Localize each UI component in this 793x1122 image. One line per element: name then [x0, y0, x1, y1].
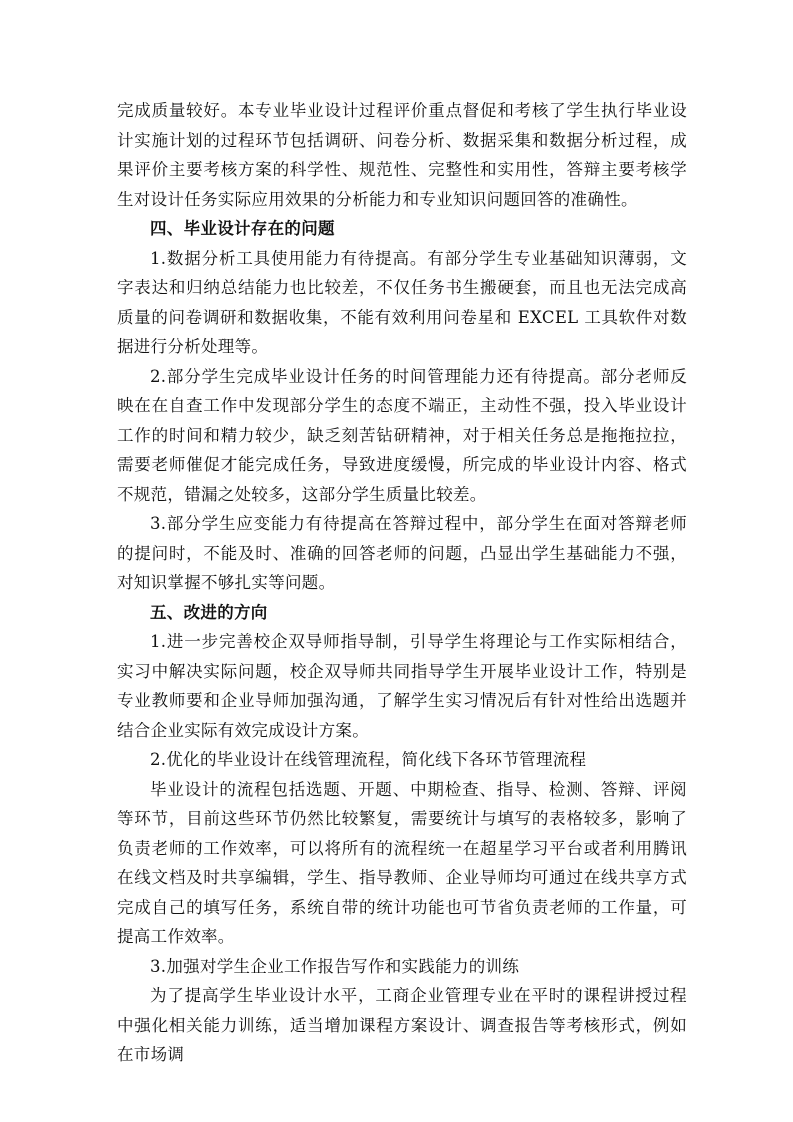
paragraph: 3.加强对学生企业工作报告写作和实践能力的训练 [150, 956, 520, 976]
section-heading: 四、毕业设计存在的问题 [150, 219, 335, 238]
document-body [117, 96, 687, 1070]
paragraph: 毕业设计的流程包括选题、开题、中期检查、指导、检测、答辩、评阅等环节，目前这些环节仍然比较繁复，需要统计与填写的表格较多，影响了负责老师的工作效率，可以将所有的流程统一在超星学习平台或者利用腾讯在线文档及时共享编辑，学生、指导教师、企业导师均可通过在线共享方式完成自己的填写任务，系统自带的统计功能也可节省负责老师的工作量，可提高工作效率。 [117, 779, 687, 946]
paragraph: 1.数据分析工具使用能力有待提高。有部分学生专业基础知识薄弱，文字表达和归纳总结能力也比较差，不仅任务书生搬硬套，而且也无法完成高质量的问卷调研和数据收集，不能有效利用问卷星和 EXCEL 工具软件对数据进行分析处理等。 [117, 248, 687, 356]
paragraph: 1.进一步完善校企双导师指导制，引导学生将理论与工作实际相结合，实习中解决实际问题，校企双导师共同指导学生开展毕业设计工作，特别是专业教师要和企业导师加强沟通，了解学生实习情况后有针对性给出选题并结合企业实际有效完成设计方案。 [117, 632, 687, 740]
paragraph: 为了提高学生毕业设计水平，工商企业管理专业在平时的课程讲授过程中强化相关能力训练，适当增加课程方案设计、调查报告等考核形式，例如在市场调 [117, 986, 687, 1064]
paragraph: 完成质量较好。本专业毕业设计过程评价重点督促和考核了学生执行毕业设计实施计划的过程环节包括调研、问卷分析、数据采集和数据分析过程，成果评价主要考核方案的科学性、规范性、完整性和实用性，答辩主要考核学生对设计任务实际应用效果的分析能力和专业知识问题回答的准确性。 [117, 101, 687, 209]
paragraph: 3.部分学生应变能力有待提高在答辩过程中，部分学生在面对答辩老师的提问时，不能及时、准确的回答老师的问题，凸显出学生基础能力不强，对知识掌握不够扎实等问题。 [117, 514, 687, 592]
paragraph: 2.优化的毕业设计在线管理流程，简化线下各环节管理流程 [150, 750, 587, 769]
section-heading: 五、改进的方向 [150, 602, 268, 622]
paragraph: 2.部分学生完成毕业设计任务的时间管理能力还有待提高。部分老师反映在在自查工作中发现部分学生的态度不端正，主动性不强，投入毕业设计工作的时间和精力较少，缺乏刻苦钻研精神，对于相关任务总是拖拖拉拉，需要老师催促才能完成任务，导致进度缓慢，所完成的毕业设计内容、格式不规范，错漏之处较多，这部分学生质量比较差。 [117, 366, 687, 504]
